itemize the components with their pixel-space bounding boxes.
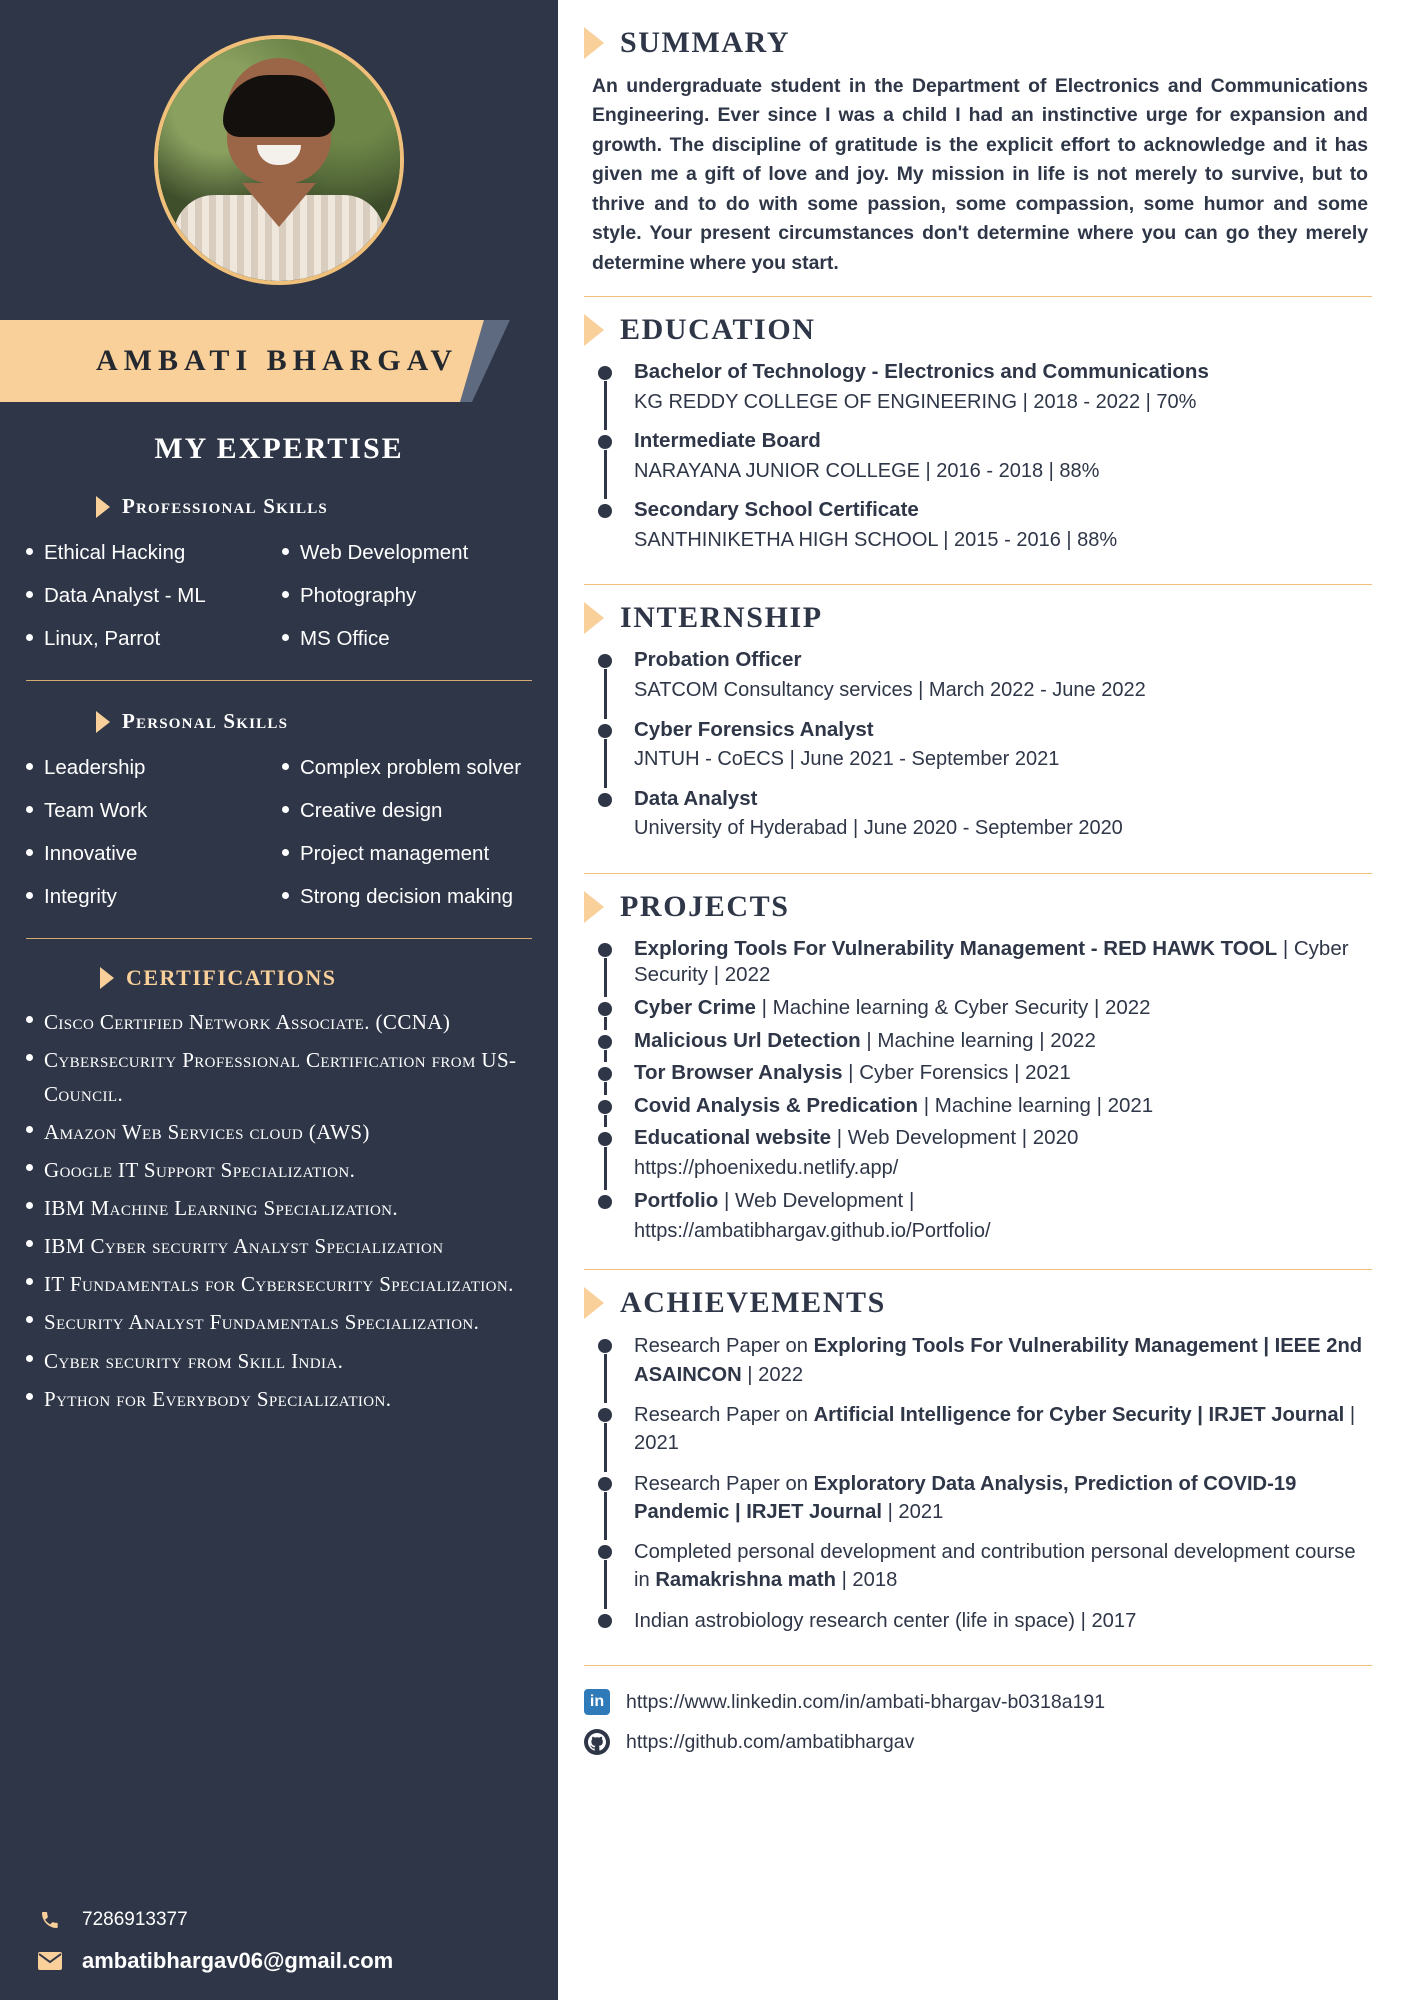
personal-skills-label: Personal Skills [122,709,289,734]
banner-notch [460,320,512,402]
achievement-item [594,1470,1372,1539]
internship-role: Cyber Forensics Analyst [634,717,874,741]
arrow-right-icon [584,602,604,634]
list-item-label: Linux, Parrot [44,626,161,650]
contact-email[interactable] [36,1940,532,1982]
list-item [282,834,532,874]
bullet-icon [282,591,289,598]
project-meta: | Web Development | 2020 [831,1126,1079,1150]
project-title [634,995,1372,1022]
list-item-label: Cyber security from Skill India. [44,1348,344,1373]
section-title: ACHIEVEMENTS [620,1286,886,1320]
certifications-header [100,965,558,991]
linkedin-link[interactable] [584,1682,1372,1722]
project-name: Exploring Tools For Vulnerability Management - RED HAWK TOOL [634,936,1278,960]
linkedin-url: https://www.linkedin.com/in/ambati-bhargav-b0318a191 [626,1690,1106,1713]
project-name: Tor Browser Analysis [634,1061,843,1085]
project-meta: | Machine learning | 2021 [918,1093,1154,1117]
bullet-icon [282,849,289,856]
achievement-year: | 2022 [741,1363,804,1386]
certifications-list [0,1003,558,1417]
list-item-label: Data Analyst - ML [44,583,206,607]
project-meta: | Web Development | [718,1189,915,1213]
education-degree: Intermediate Board [634,429,821,453]
arrow-right-icon [96,711,110,733]
bullet-icon [26,1202,33,1209]
project-url[interactable]: https://ambatibhargav.github.io/Portfolio/ [634,1220,991,1243]
bullet-icon [26,1393,33,1400]
project-item [594,995,1372,1028]
list-item-label: Cybersecurity Professional Certification from US-Council. [44,1048,517,1107]
project-meta: | Machine learning | 2022 [860,1028,1096,1052]
list-item-label: Project management [300,841,490,865]
achievement-item [594,1607,1372,1647]
bullet-icon [26,1126,33,1133]
project-name: Educational website [634,1126,832,1150]
bullet-icon [26,849,33,856]
project-item [594,936,1372,995]
bullet-icon [26,1016,33,1023]
achievement-highlight: Exploring Tools For Vulnerability Management | IEEE 2nd ASAINCON [634,1335,1363,1386]
list-item-label: Google IT Support Specialization. [44,1158,356,1183]
list-item-label: Innovative [44,841,138,865]
section-title: PROJECTS [620,889,790,923]
achievement-text [634,1607,1372,1635]
section-title: EDUCATION [620,313,816,347]
achievements-list [584,1332,1372,1647]
bullet-icon [26,591,33,598]
linkedin-icon: in [584,1689,610,1715]
envelope-icon [36,1951,64,1971]
achievement-prefix: Research Paper on [634,1335,814,1358]
github-url: https://github.com/ambatibhargav [626,1730,915,1753]
list-item-label: Strong decision making [300,884,514,908]
project-title [634,1125,1372,1152]
list-item-label: Amazon Web Services cloud (AWS) [44,1120,370,1145]
internship-details: SATCOM Consultancy services | March 2022 - June 2022 [634,679,1146,702]
bullet-icon [282,634,289,641]
list-item-label: IBM Machine Learning Specialization. [44,1196,399,1221]
list-item [282,533,532,573]
achievement-year: | 2018 [835,1569,898,1592]
list-item [282,619,532,659]
internship-item [594,717,1372,786]
project-item [594,1125,1372,1188]
list-item [26,791,276,831]
education-degree: Secondary School Certificate [634,498,919,522]
achievement-text [634,1538,1372,1595]
arrow-right-icon [100,967,114,989]
achievement-year: | 2021 [634,1404,1356,1455]
bullet-icon [26,548,33,555]
education-header [584,313,1372,347]
achievements-header [584,1286,1372,1320]
github-icon [584,1729,610,1755]
list-item [26,834,276,874]
arrow-right-icon [584,1287,604,1319]
divider [584,1665,1372,1666]
professional-skills-label: Professional Skills [122,494,328,518]
list-item [26,877,276,917]
project-item [594,1093,1372,1126]
contact-block [0,1900,558,2000]
achievement-prefix: Completed personal development and contribution personal development course in [634,1541,1356,1592]
list-item-label: MS Office [300,626,390,650]
avatar [154,35,404,285]
project-meta: | Machine learning & Cyber Security | 2022 [761,995,1151,1019]
list-item [282,877,532,917]
list-item [26,1342,532,1380]
project-title [634,1060,1372,1087]
project-name: Portfolio [634,1189,719,1213]
divider [584,296,1372,297]
professional-skills-header [96,494,558,519]
bullet-icon [26,1316,33,1323]
list-item-label: Python for Everybody Specialization. [44,1386,392,1411]
education-degree: Bachelor of Technology - Electronics and Communications [634,360,1209,384]
email-address: ambatibhargav06@gmail.com [82,1948,394,1973]
project-name: Covid Analysis & Predication [634,1093,919,1117]
professional-skills-list [0,533,558,658]
list-item [26,1041,532,1113]
list-item-label: Integrity [44,884,117,908]
project-item [594,1188,1372,1251]
arrow-right-icon [96,496,110,518]
list-item-label: Ethical Hacking [44,541,186,564]
list-item-label: Photography [300,583,417,607]
list-item [282,748,532,788]
list-item-label: Leadership [44,756,146,780]
arrow-right-icon [584,314,604,346]
sidebar [0,0,558,2000]
certifications-label: CERTIFICATIONS [126,965,337,991]
list-item [26,1151,532,1189]
list-item [26,748,276,788]
internship-role: Data Analyst [634,786,758,810]
project-meta: | Cyber Forensics | 2021 [842,1061,1071,1085]
project-item [594,1060,1372,1093]
divider [26,938,532,939]
achievement-item [594,1401,1372,1470]
internship-header [584,601,1372,635]
bullet-icon [26,806,33,813]
project-name: Malicious Url Detection [634,1028,861,1052]
list-item-label: IBM Cyber security Analyst Specialization [44,1234,444,1259]
list-item [26,576,276,616]
list-item [26,1380,532,1418]
bullet-icon [26,892,33,899]
avatar-container [0,0,558,320]
education-list [584,359,1372,566]
achievement-highlight: Exploratory Data Analysis, Prediction of COVID-19 Pandemic | IRJET Journal [634,1472,1297,1523]
bullet-icon [26,634,33,641]
list-item [26,1303,532,1341]
bullet-icon [282,548,289,555]
internship-details: JNTUH - CoECS | June 2021 - September 2021 [634,748,1060,771]
phone-number: 7286913377 [82,1909,188,1930]
list-item-label: Complex problem solver [300,756,522,780]
achievement-highlight: Ramakrishna math [655,1569,836,1592]
internship-item [594,647,1372,716]
achievement-text [634,1332,1372,1389]
education-item [594,497,1372,566]
bullet-icon [26,1054,33,1061]
list-item [26,1113,532,1151]
avatar-hair [223,75,335,137]
personal-skills-list [0,748,558,916]
divider [584,1269,1372,1270]
project-title [634,936,1372,989]
internship-details: University of Hyderabad | June 2020 - September 2020 [634,817,1123,840]
summary-header [584,26,1372,60]
list-item [26,1189,532,1227]
education-details: SANTHINIKETHA HIGH SCHOOL | 2015 - 2016 | 88% [634,529,1118,552]
project-title [634,1028,1372,1055]
internship-item [594,786,1372,855]
achievement-highlight: Artificial Intelligence for Cyber Security | IRJET Journal [813,1404,1345,1427]
candidate-name: AMBATI BHARGAV [96,344,459,377]
education-item [594,428,1372,497]
project-meta: | Cyber Security | 2022 [634,936,1349,987]
summary-text: An undergraduate student in the Department of Electronics and Communications Engineering. Ever since I was a child I had an instinctive urge for expansion and growth. The discipline of gratitude is the explicit effort to acknowledge and it has given me a gift of love and joy. My mission in life is not merely to survive, but to thrive and to do with some passion, some compassion, some humor and some style. Your present circumstances don't determine where you can go they merely determine where you start. [592,75,1368,274]
internship-role: Probation Officer [634,648,802,672]
list-item [26,1003,532,1041]
achievement-year: | 2021 [881,1500,944,1523]
project-title [634,1093,1372,1120]
main-content [558,0,1414,2000]
phone-icon [36,1908,64,1932]
project-title [634,1188,1372,1215]
achievement-prefix: Research Paper on [634,1472,814,1495]
section-title: INTERNSHIP [620,601,823,635]
projects-list [584,936,1372,1252]
divider [584,584,1372,585]
list-item-label: Cisco Certified Network Associate. (CCNA) [44,1010,451,1035]
education-details: NARAYANA JUNIOR COLLEGE | 2016 - 2018 | 88% [634,460,1100,483]
project-name: Cyber Crime [634,995,762,1019]
achievement-item [594,1538,1372,1607]
achievement-text [634,1401,1372,1458]
personal-skills-header [96,709,558,734]
list-item-label: Web Development [300,541,469,564]
projects-header [584,890,1372,924]
list-item-label: Security Analyst Fundamentals Specialization. [44,1310,480,1335]
bullet-icon [282,892,289,899]
bullet-icon [282,763,289,770]
achievement-text [634,1470,1372,1527]
bullet-icon [26,1240,33,1247]
github-link[interactable] [584,1722,1372,1762]
achievement-item [594,1332,1372,1401]
list-item-label: Team Work [44,799,148,823]
internship-list [584,647,1372,854]
divider [584,873,1372,874]
project-item [594,1028,1372,1061]
bullet-icon [26,763,33,770]
bullet-icon [26,1278,33,1285]
list-item [282,791,532,831]
achievement-prefix: Research Paper on [634,1404,814,1427]
list-item [282,576,532,616]
list-item [26,1227,532,1265]
name-banner [0,320,558,402]
education-details: KG REDDY COLLEGE OF ENGINEERING | 2018 - 2022 | 70% [634,391,1197,414]
list-item [26,1265,532,1303]
bullet-icon [26,1164,33,1171]
section-title: SUMMARY [620,26,791,59]
list-item [26,533,276,573]
divider [26,680,532,681]
list-item [26,619,276,659]
links-block [584,1682,1372,1762]
achievement-prefix: Indian astrobiology research center (life in space) | 2017 [634,1609,1137,1632]
contact-phone[interactable] [36,1900,532,1940]
bullet-icon [26,1355,33,1362]
expertise-title: MY EXPERTISE [154,432,404,465]
list-item-label: Creative design [300,799,443,823]
arrow-right-icon [584,27,604,59]
education-item [594,359,1372,428]
arrow-right-icon [584,891,604,923]
project-url[interactable]: https://phoenixedu.netlify.app/ [634,1157,899,1180]
list-item-label: IT Fundamentals for Cybersecurity Specialization. [44,1272,514,1297]
bullet-icon [282,806,289,813]
